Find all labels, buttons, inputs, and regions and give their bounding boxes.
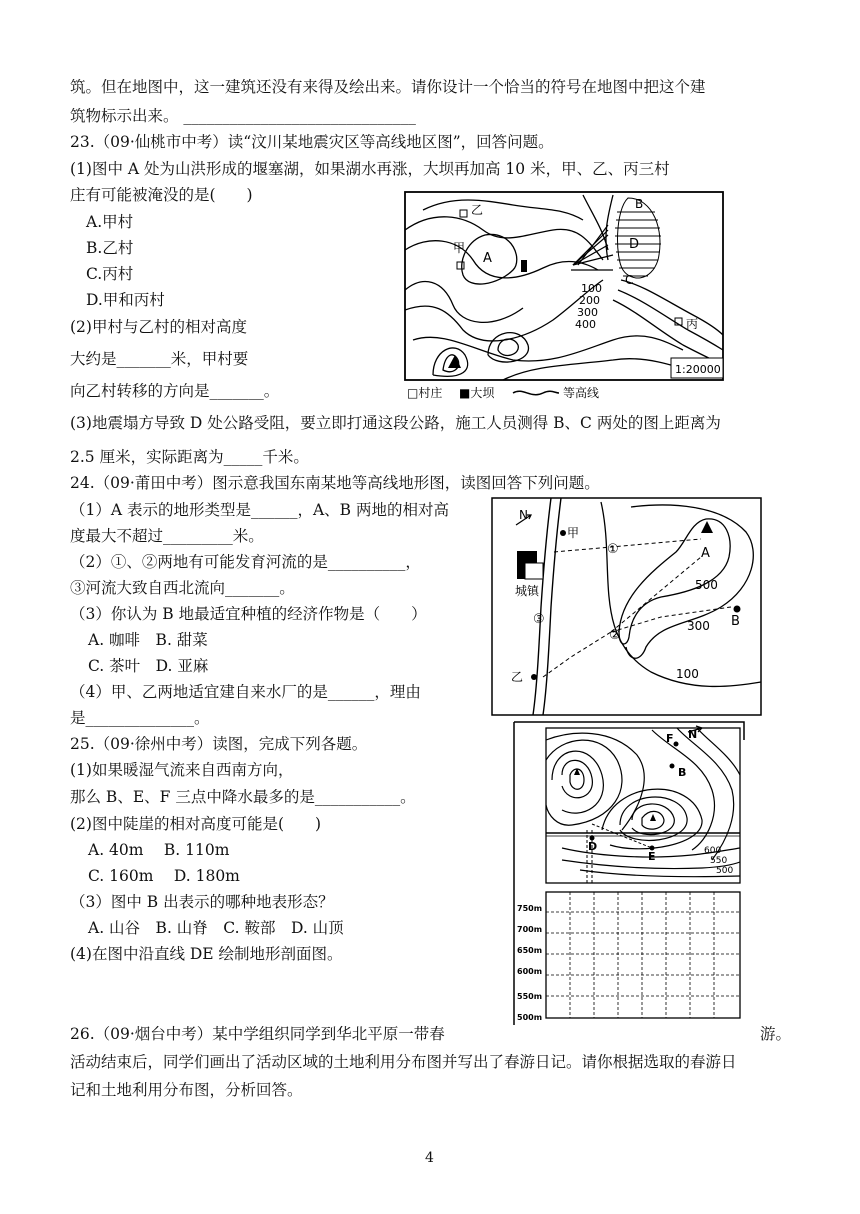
text-line: (2)甲村与乙村的相对高度 [70, 318, 247, 336]
text-line: 度最大不超过_________米。 [70, 527, 264, 545]
question-26: 26.（09·烟台中考）某中学组织同学到华北平原一带春 [70, 1025, 445, 1043]
text-line: 大约是_______米，甲村要 [70, 350, 249, 368]
north-label: N [688, 728, 698, 741]
question-25: 25.（09·徐州中考）读图，完成下列各题。 [70, 735, 368, 753]
y-tick-550: 550m [517, 992, 543, 1001]
label-c: C [625, 273, 634, 287]
text-line: (2)图中陡崖的相对高度可能是( ) [70, 815, 322, 833]
page-number: 4 [425, 1150, 434, 1166]
text-line: 游。 [760, 1025, 792, 1043]
option: A. 40m B. 110m [88, 841, 230, 859]
option: B.乙村 [86, 239, 134, 257]
text-line: 向乙村转移的方向是_______。 [70, 382, 280, 400]
contour-100: 100 [676, 667, 699, 681]
option: A. 山谷 B. 山脊 C. 鞍部 D. 山顶 [88, 919, 344, 937]
y-tick-500: 500m [517, 1013, 543, 1022]
label-b: B [635, 197, 644, 211]
option: C. 160m D. 180m [88, 867, 240, 885]
option: D.甲和丙村 [86, 291, 165, 309]
contour-550: 550 [710, 856, 728, 866]
contour-500: 500 [716, 866, 734, 876]
text-line: (1)如果暖湿气流来自西南方向， [70, 761, 294, 779]
text-line: （3）图中 B 出表示的哪种地表形态？ [70, 893, 334, 911]
label-a: A [701, 546, 710, 561]
text-line: ③河流大致自西北流向_______。 [70, 579, 295, 597]
text-line: 2.5 厘米，实际距离为_____千米。 [70, 448, 309, 466]
question-23: 23.（09·仙桃市中考）读“汶川某地震灾区等高线地区图”，回答问题。 [70, 133, 554, 151]
option: C. 茶叶 D. 亚麻 [88, 657, 209, 675]
label-2: ② [609, 628, 621, 643]
label-town: 城镇 [515, 584, 540, 598]
text-line: 筑。但在地图中，这一建筑还没有来得及绘出来。请你设计一个恰当的符号在地图中把这个建 [70, 78, 706, 96]
contour-500: 500 [695, 578, 718, 592]
contour-100: 100 [581, 282, 602, 295]
label-d: D [629, 237, 640, 252]
contour-600: 600 [704, 846, 722, 856]
label-f: F [666, 732, 674, 745]
y-tick-700: 700m [517, 925, 543, 934]
text-line: （1）A 表示的地形类型是______，A、B 两地的相对高 [70, 501, 449, 519]
text-line: 是______________。 [70, 709, 210, 727]
contour-400: 400 [575, 318, 596, 331]
label-a: A [483, 251, 492, 266]
text-line: (3)地震塌方导致 D 处公路受阻，要立即打通这段公路，施工人员测得 B、C 两处的图上距离为 [70, 414, 721, 432]
text-line: （2）①、②两地有可能发育河流的是__________， [70, 553, 421, 571]
label-d: D [588, 840, 598, 853]
text-line: 庄有可能被淹没的是( ) [70, 186, 253, 204]
label-jia: 甲 [453, 241, 466, 255]
label-bing: 丙 [686, 317, 699, 331]
label-e: E [648, 850, 656, 863]
contour-map-23 [403, 190, 726, 403]
option: C.丙村 [86, 265, 134, 283]
label-yi: 乙 [471, 203, 484, 217]
text-line: 活动结束后，同学们画出了活动区域的土地利用分布图并写出了春游日记。请你根据选取的春游日 [70, 1053, 737, 1071]
option: A.甲村 [86, 213, 134, 231]
text-line: （3）你认为 B 地最适宜种植的经济作物是（ ） [70, 605, 427, 623]
contour-map-24 [491, 497, 763, 717]
text-line: 筑物标示出来。 ______________________________ [70, 107, 416, 125]
contour-300: 300 [687, 619, 710, 633]
map-scale: 1:20000 [675, 363, 721, 376]
legend-contour: 等高线 [563, 386, 600, 400]
text-line: (4)在图中沿直线 DE 绘制地形剖面图。 [70, 945, 343, 963]
text-line: (1)图中 A 处为山洪形成的堰塞湖，如果湖水再涨，大坝再加高 10 米，甲、乙、丙三村 [70, 160, 670, 178]
contour-300: 300 [577, 306, 598, 319]
y-tick-650: 650m [517, 946, 543, 955]
y-tick-600: 600m [517, 967, 543, 976]
label-b: B [731, 614, 740, 629]
label-yi: 乙 [511, 670, 524, 684]
contour-200: 200 [579, 294, 600, 307]
contour-map-25 [492, 720, 746, 1025]
text-line: （4）甲、乙两地适宜建自来水厂的是______，理由 [70, 683, 421, 701]
north-arrow: N [519, 508, 528, 522]
label-3: ③ [533, 612, 545, 627]
text-line: 记和土地利用分布图，分析回答。 [70, 1081, 303, 1099]
legend-dam: ■大坝 [459, 386, 495, 400]
y-tick-750: 750m [517, 904, 543, 913]
label-b: B [678, 766, 687, 779]
text-line: 那么 B、E、F 三点中降水最多的是___________。 [70, 788, 416, 806]
option: A. 咖啡 B. 甜菜 [88, 631, 208, 649]
label-1: ① [607, 542, 619, 557]
question-24: 24.（09·莆田中考）图示意我国东南某地等高线地形图，读图回答下列问题。 [70, 474, 600, 492]
label-jia: 甲 [567, 526, 580, 540]
legend-village: □村庄 [407, 386, 443, 400]
